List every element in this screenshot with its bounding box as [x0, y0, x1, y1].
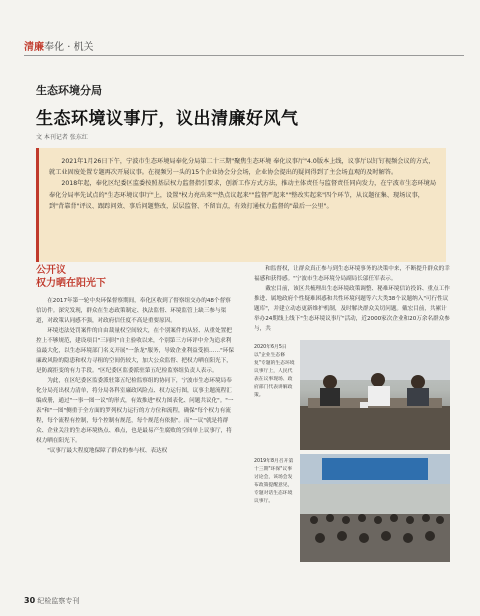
body-paragraph: 环境违法处罚案件的自由裁量权空间较大，在个别案件的从轻、从重处置把控上不够规范，建设项目"三同时"自主验收以来，个别第三方环评中介为追求利益最大化，以生态环境部门名义开展"一条龙"服务，导致企业利益受损……"环保廉政风险的隐患和权力寻租的空间仍较大，加大公众监督、把权力晒在阳光下，是防腐拒变的有力手段。"区纪委区监委派驻第五纪检监察组负责人表示。: [36, 328, 234, 374]
meeting-photo-2: [300, 454, 450, 562]
photo-area: [254, 340, 450, 562]
brand-name-b: 奉化: [44, 42, 64, 53]
body-paragraph: 为此，在区纪委区监委派驻第五纪检监察组的协同下，宁波市生态环境局奉化分局亮出权力清单，将分局各科室廉政风险点、权力运行图，议事主题流程汇编成册，通过"一事一图一议"的形式，有效推进"权力图表化、问题共议化"。"一表"和"一图"侧重于全方面的罗列权力运行的方方位和流程，确保"每个权力有流程，每个流程有控制，每个控制有规范，每个规范有依据"。而"一议"就是将群众、企业关注的生态环境热点、难点，也是最易产生腐败的空间单上议事厅，将权力晒在阳光下。: [36, 378, 234, 444]
brand: [24, 38, 464, 53]
section-label: 生态环境分局: [36, 84, 102, 97]
right-column: [254, 264, 450, 562]
subheading-2: 权力晒在阳光下: [36, 278, 106, 289]
byline: 文 本刊记者 张东红: [36, 134, 88, 141]
intro-paragraph-1: 2021年1月26日下午，宁波市生态环境局奉化分局第二十三期"聚焦生态环境 奉化议事厅"4.0版本上线，议事厅以钉钉视频会议的方式，就工业固废处置专题再次开展议事。在视频另一头的15个企业协会分会场，企业协会提出的疑问得到了主会场直观的及时解答。: [49, 158, 435, 177]
page-header: [24, 38, 464, 54]
body-paragraph: 和监督权，让群众真正参与到生态环境事务的决策中来，不断提升群众的幸福感和获得感。"宁波市生态环境分局副局长邬任军表示。: [254, 266, 450, 282]
column-name: 机关: [73, 42, 94, 53]
left-column: [36, 264, 236, 456]
brand-separator: ·: [67, 42, 71, 53]
header-rule: [24, 55, 464, 56]
page-footer: [24, 596, 79, 606]
magazine-name: 纪检监察专刊: [37, 597, 80, 605]
body-paragraph: 戴宏目前，该区共梳理出生态环境政策调整、秘难环境信访投诉、重点工作推进、属地政府个性疑难困惑和共性环境问题等六大类38个议题纳入"可行性议题库"，并建立动态更新维护机制，及时解决群众关切问题。戴宏目前，共累计举办24期线上线下"生态环境议事厅"活动，近2000家次企业和20万余名群众参与，共: [254, 286, 450, 332]
photo-caption-1: 2020年6月5日以"企业生态修复"专题的生态环境议事厅上，人民代表在议事现场、政府部门代表讲解政策。: [254, 345, 295, 398]
intro-paragraph-2: 2018年起，奉化区纪委区监委按照基层权力监督指引要求，创新工作方式方法，推动主体责任与监督责任同向发力，在宁波市生态环境局奉化分局率先试点的"生态环境议事厅"上，设置"权力亮出来""热点议起来""监督严起来""整改实起来"四个环节，从议题征集、现场议事，到"背靠背"评议、跟踪问效、事后问题整改，层层监督、不留盲点，有效打通权力监督的"最后一公里"。: [49, 180, 437, 210]
article-title: 生态环境议事厅，议出清廉好风气: [36, 109, 299, 129]
meeting-photo-1-illustration: [300, 340, 450, 450]
photo-caption-2: 2019年8月召开第十三期"环保"议事讨论会，该场会发布政策提醒意见，专题对话生态环境议事厅。: [254, 459, 294, 504]
meeting-photo-2-illustration: [300, 454, 450, 562]
page-number: 30: [24, 596, 36, 605]
meeting-photo-1: [300, 340, 450, 450]
intro-box: [36, 148, 446, 262]
brand-name-a: 清廉: [24, 42, 44, 53]
body-paragraph: 在2017年第一轮中央环保督察期间，奉化区收到了督察组交办的48个督察信访件。深究发现，群众在生态政策制定、执法监督、环境监管上缺三参与渠道，对政策认同感不强，对政府信任度不高是重要原因。: [36, 298, 231, 324]
body-paragraph: "议事厅最大程度地保障了群众的参与权、表达权: [47, 448, 168, 454]
subheading-1: 公开议: [36, 265, 66, 276]
